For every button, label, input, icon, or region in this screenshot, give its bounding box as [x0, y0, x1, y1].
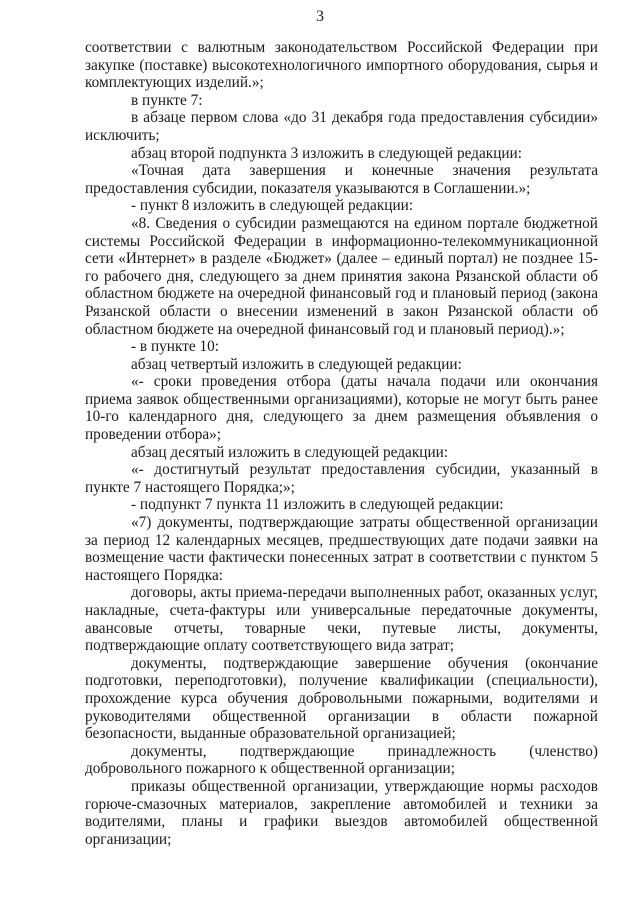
paragraph: абзац десятый изложить в следующей редакции: [131, 443, 449, 461]
paragraph: «7) документы, подтверждающие затраты общественной организации за период 12 календарных месяцев, предшествующих дате подачи заявки на возмещение части фактически понесенных затрат в соответствии с пунктом 5 настоящего Порядка: [85, 514, 598, 584]
paragraph: договоры, акты приема-передачи выполненных работ, оказанных услуг, накладные, счета-фактуры или универсальные передаточные документы, авансовые отчеты, товарные чеки, путевые листы, документы, подтверждающие оплату соответствующего вида затрат; [85, 584, 598, 655]
paragraph: соответствии с валютным законодательством Российской Федерации при закупке (поставке) высокотехнологичного импортного оборудования, сырья и комплектующих изделий.»; [85, 39, 598, 92]
paragraph: абзац четвертый изложить в следующей редакции: [131, 355, 462, 373]
document-body [85, 39, 598, 848]
paragraph: в пункте 7: [131, 91, 203, 109]
paragraph: документы, подтверждающие принадлежность (членство) добровольного пожарного к общественной организации; [85, 742, 598, 778]
paragraph: приказы общественной организации, утверждающие нормы расходов горюче-смазочных материалов, закрепление автомобилей и техники за водителями, планы и графики выездов автомобилей общественной организации; [85, 777, 598, 848]
paragraph: - в пункте 10: [131, 338, 220, 356]
paragraph: абзац второй подпункта 3 изложить в следующей редакции: [131, 144, 522, 162]
paragraph: документы, подтверждающие завершение обучения (окончание подготовки, переподготовки), получение квалификации (специальности), прохождение курса обучения добровольными пожарными, водителями и руководителями общественной организации в области пожарной безопасности, выданные образовательной организацией; [85, 654, 598, 743]
paragraph: «- сроки проведения отбора (даты начала подачи или окончания приема заявок общественными организациями), которые не могут быть ранее 10-го календарного дня, следующего за днем размещения объявления о проведении отбора»; [85, 373, 598, 444]
page-number: 3 [316, 8, 324, 25]
paragraph: - подпункт 7 пункта 11 изложить в следующей редакции: [131, 496, 504, 514]
paragraph: «Точная дата завершения и конечные значения результата предоставления субсидии, показателя указываются в Соглашении.»; [85, 162, 598, 197]
paragraph: «8. Сведения о субсидии размещаются на едином портале бюджетной системы Российской Федерации в информационно-телекоммуникационной сети «Интернет» в разделе «Бюджет» (далее – единый портал) не позднее 15-го рабочего дня, следующего за днем принятия закона Рязанской области об областном бюджете на очередной финансовый год и плановый период (закона Рязанской области о внесении изменений в закон Рязанской области об областном бюджете на очередной финансовый год и плановый период).»; [85, 214, 598, 338]
paragraph: в абзаце первом слова «до 31 декабря года предоставления субсидии» исключить; [85, 109, 598, 144]
paragraph: - пункт 8 изложить в следующей редакции: [131, 197, 414, 215]
paragraph: «- достигнутый результат предоставления субсидии, указанный в пункте 7 настоящего Порядка;»; [85, 461, 598, 496]
